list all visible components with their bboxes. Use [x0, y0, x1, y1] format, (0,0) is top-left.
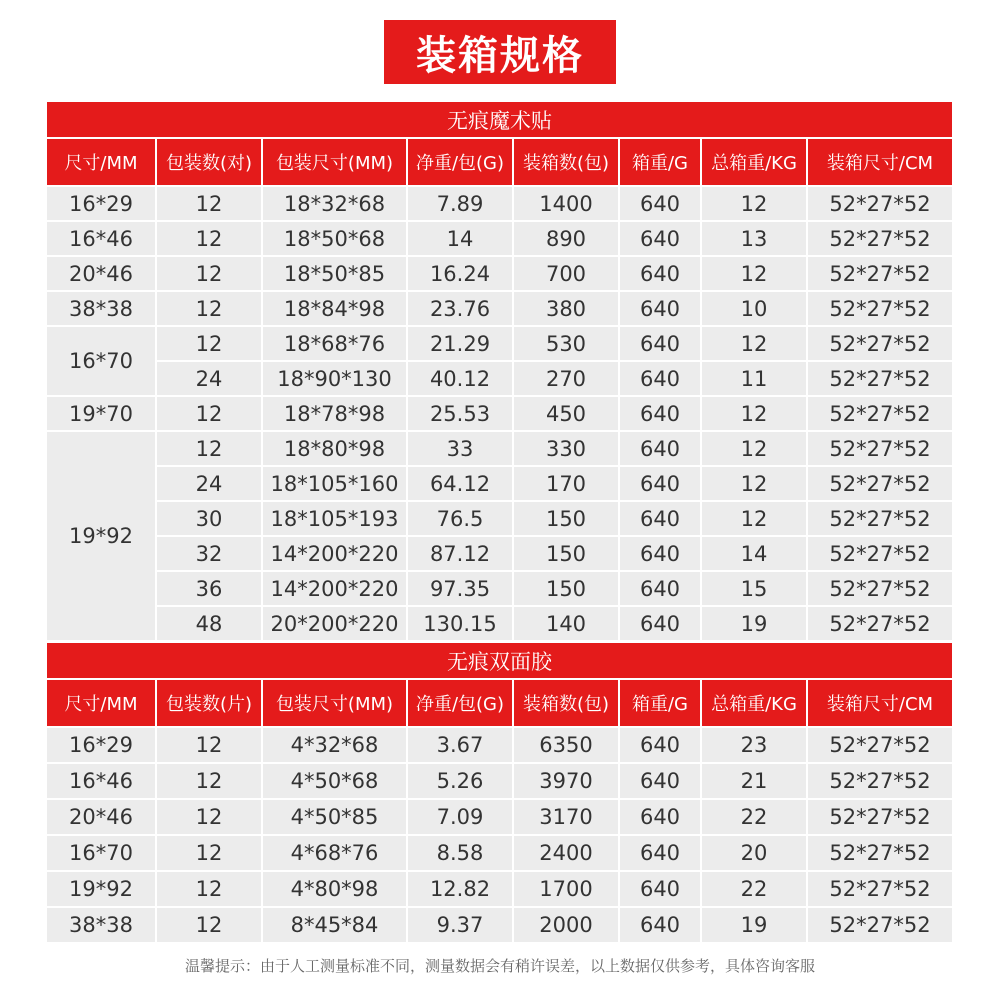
cell-box-count: 1700 [514, 872, 618, 906]
cell-pack-size: 18*80*98 [263, 432, 406, 465]
data-column [263, 187, 406, 642]
cell-pack-size: 18*90*130 [263, 362, 406, 395]
cell-box-size: 52*27*52 [808, 572, 952, 605]
cell-box-count: 890 [514, 222, 618, 255]
cell-box-size: 52*27*52 [808, 292, 952, 325]
data-column [157, 728, 261, 944]
cell-box-weight: 640 [620, 607, 700, 640]
cell-net-weight: 3.67 [408, 728, 512, 762]
cell-total-weight: 12 [702, 327, 806, 360]
cell-pack-count: 12 [157, 397, 261, 430]
cell-pack-size: 18*50*85 [263, 257, 406, 290]
cell-total-weight: 14 [702, 537, 806, 570]
cell-box-size: 52*27*52 [808, 397, 952, 430]
cell-total-weight: 12 [702, 502, 806, 535]
cell-total-weight: 13 [702, 222, 806, 255]
cell-pack-count: 12 [157, 432, 261, 465]
cell-box-weight: 640 [620, 257, 700, 290]
cell-pack-size: 18*78*98 [263, 397, 406, 430]
cell-box-size: 52*27*52 [808, 222, 952, 255]
cell-box-count: 150 [514, 502, 618, 535]
cell-size: 16*70 [47, 836, 155, 870]
cell-total-weight: 12 [702, 432, 806, 465]
cell-pack-count: 24 [157, 467, 261, 500]
data-column [157, 187, 261, 642]
cell-box-count: 150 [514, 537, 618, 570]
cell-box-count: 2400 [514, 836, 618, 870]
cell-pack-count: 48 [157, 607, 261, 640]
cell-total-weight: 19 [702, 908, 806, 942]
cell-box-count: 700 [514, 257, 618, 290]
cell-total-weight: 15 [702, 572, 806, 605]
cell-pack-size: 4*50*68 [263, 764, 406, 798]
table-header [47, 139, 952, 185]
cell-net-weight: 5.26 [408, 764, 512, 798]
column-header-pack-size: 包装尺寸(MM) [263, 680, 406, 726]
cell-box-size: 52*27*52 [808, 327, 952, 360]
cell-net-weight: 40.12 [408, 362, 512, 395]
cell-box-count: 530 [514, 327, 618, 360]
cell-total-weight: 12 [702, 397, 806, 430]
cell-box-weight: 640 [620, 187, 700, 220]
cell-pack-size: 18*68*76 [263, 327, 406, 360]
column-header-box-size: 装箱尺寸/CM [808, 680, 952, 726]
cell-box-size: 52*27*52 [808, 728, 952, 762]
column-header-box-count: 装箱数(包) [514, 680, 618, 726]
cell-box-weight: 640 [620, 362, 700, 395]
cell-pack-count: 12 [157, 257, 261, 290]
cell-pack-count: 36 [157, 572, 261, 605]
data-column [808, 728, 952, 944]
cell-box-weight: 640 [620, 572, 700, 605]
cell-box-count: 1400 [514, 187, 618, 220]
page-title: 装箱规格 [384, 20, 616, 84]
column-header-net-weight: 净重/包(G) [408, 139, 512, 185]
cell-size: 19*92 [47, 872, 155, 906]
cell-box-size: 52*27*52 [808, 432, 952, 465]
cell-total-weight: 23 [702, 728, 806, 762]
cell-total-weight: 10 [702, 292, 806, 325]
cell-box-weight: 640 [620, 908, 700, 942]
cell-size: 20*46 [47, 257, 155, 290]
cell-net-weight: 8.58 [408, 836, 512, 870]
cell-box-size: 52*27*52 [808, 362, 952, 395]
cell-total-weight: 12 [702, 187, 806, 220]
cell-box-count: 330 [514, 432, 618, 465]
cell-pack-size: 4*50*85 [263, 800, 406, 834]
cell-net-weight: 14 [408, 222, 512, 255]
column-header-total-weight: 总箱重/KG [702, 680, 806, 726]
table-body [47, 728, 952, 944]
data-column [620, 728, 700, 944]
table-header [47, 680, 952, 726]
cell-box-weight: 640 [620, 432, 700, 465]
cell-box-size: 52*27*52 [808, 764, 952, 798]
cell-pack-size: 18*32*68 [263, 187, 406, 220]
cell-pack-size: 20*200*220 [263, 607, 406, 640]
data-column [408, 187, 512, 642]
cell-box-count: 2000 [514, 908, 618, 942]
data-column [702, 187, 806, 642]
cell-box-weight: 640 [620, 800, 700, 834]
cell-box-weight: 640 [620, 537, 700, 570]
cell-total-weight: 12 [702, 467, 806, 500]
column-header-box-weight: 箱重/G [620, 139, 700, 185]
cell-box-size: 52*27*52 [808, 800, 952, 834]
cell-box-weight: 640 [620, 872, 700, 906]
column-header-pack-count: 包装数(对) [157, 139, 261, 185]
cell-box-weight: 640 [620, 836, 700, 870]
column-header-pack-count: 包装数(片) [157, 680, 261, 726]
column-header-box-count: 装箱数(包) [514, 139, 618, 185]
cell-box-weight: 640 [620, 327, 700, 360]
cell-box-weight: 640 [620, 502, 700, 535]
cell-pack-size: 18*84*98 [263, 292, 406, 325]
cell-pack-size: 4*80*98 [263, 872, 406, 906]
cell-pack-count: 12 [157, 187, 261, 220]
cell-pack-size: 4*32*68 [263, 728, 406, 762]
cell-pack-count: 12 [157, 800, 261, 834]
cell-pack-count: 12 [157, 728, 261, 762]
cell-size: 16*29 [47, 728, 155, 762]
cell-total-weight: 20 [702, 836, 806, 870]
cell-total-weight: 11 [702, 362, 806, 395]
cell-pack-size: 4*68*76 [263, 836, 406, 870]
cell-net-weight: 21.29 [408, 327, 512, 360]
cell-pack-count: 24 [157, 362, 261, 395]
cell-net-weight: 33 [408, 432, 512, 465]
cell-pack-count: 12 [157, 908, 261, 942]
column-header-net-weight: 净重/包(G) [408, 680, 512, 726]
cell-box-count: 150 [514, 572, 618, 605]
column-header-size: 尺寸/MM [47, 680, 155, 726]
cell-pack-count: 12 [157, 872, 261, 906]
cell-net-weight: 64.12 [408, 467, 512, 500]
cell-size: 16*70 [47, 327, 155, 395]
cell-net-weight: 130.15 [408, 607, 512, 640]
cell-size: 19*92 [47, 432, 155, 640]
cell-net-weight: 16.24 [408, 257, 512, 290]
cell-net-weight: 87.12 [408, 537, 512, 570]
data-column [408, 728, 512, 944]
footer-note: 温馨提示：由于人工测量标准不同，测量数据会有稍许误差，以上数据仅供参考，具体咨询客服 [184, 957, 815, 975]
cell-size: 38*38 [47, 908, 155, 942]
data-column [808, 187, 952, 642]
cell-net-weight: 97.35 [408, 572, 512, 605]
cell-box-weight: 640 [620, 292, 700, 325]
cell-box-count: 3970 [514, 764, 618, 798]
cell-size: 16*46 [47, 222, 155, 255]
column-header-total-weight: 总箱重/KG [702, 139, 806, 185]
cell-box-weight: 640 [620, 728, 700, 762]
section-title: 无痕魔术贴 [47, 102, 952, 137]
cell-net-weight: 9.37 [408, 908, 512, 942]
cell-net-weight: 76.5 [408, 502, 512, 535]
column-header-box-size: 装箱尺寸/CM [808, 139, 952, 185]
section-double-tape [47, 643, 952, 944]
cell-box-count: 6350 [514, 728, 618, 762]
data-column [514, 728, 618, 944]
cell-total-weight: 21 [702, 764, 806, 798]
cell-pack-count: 32 [157, 537, 261, 570]
cell-pack-size: 14*200*220 [263, 537, 406, 570]
cell-box-size: 52*27*52 [808, 607, 952, 640]
cell-total-weight: 19 [702, 607, 806, 640]
cell-size: 38*38 [47, 292, 155, 325]
cell-box-size: 52*27*52 [808, 187, 952, 220]
size-column [47, 728, 155, 944]
cell-box-weight: 640 [620, 222, 700, 255]
cell-box-count: 140 [514, 607, 618, 640]
cell-pack-size: 8*45*84 [263, 908, 406, 942]
cell-net-weight: 25.53 [408, 397, 512, 430]
cell-box-size: 52*27*52 [808, 537, 952, 570]
cell-pack-count: 12 [157, 292, 261, 325]
cell-box-count: 380 [514, 292, 618, 325]
cell-box-size: 52*27*52 [808, 908, 952, 942]
cell-pack-size: 18*50*68 [263, 222, 406, 255]
cell-box-count: 170 [514, 467, 618, 500]
section-title: 无痕双面胶 [47, 643, 952, 678]
data-column [263, 728, 406, 944]
cell-pack-size: 18*105*160 [263, 467, 406, 500]
cell-box-weight: 640 [620, 397, 700, 430]
cell-box-weight: 640 [620, 764, 700, 798]
cell-size: 16*29 [47, 187, 155, 220]
cell-net-weight: 23.76 [408, 292, 512, 325]
cell-total-weight: 12 [702, 257, 806, 290]
cell-pack-size: 14*200*220 [263, 572, 406, 605]
cell-box-count: 3170 [514, 800, 618, 834]
cell-net-weight: 7.89 [408, 187, 512, 220]
cell-size: 16*46 [47, 764, 155, 798]
size-column [47, 187, 155, 642]
cell-pack-count: 12 [157, 222, 261, 255]
data-column [702, 728, 806, 944]
data-column [514, 187, 618, 642]
cell-box-weight: 640 [620, 467, 700, 500]
cell-box-size: 52*27*52 [808, 836, 952, 870]
cell-box-size: 52*27*52 [808, 502, 952, 535]
cell-pack-count: 12 [157, 836, 261, 870]
column-header-pack-size: 包装尺寸(MM) [263, 139, 406, 185]
column-header-size: 尺寸/MM [47, 139, 155, 185]
cell-size: 20*46 [47, 800, 155, 834]
cell-pack-count: 12 [157, 327, 261, 360]
cell-box-size: 52*27*52 [808, 872, 952, 906]
cell-box-size: 52*27*52 [808, 467, 952, 500]
section-velcro [47, 102, 952, 642]
cell-net-weight: 12.82 [408, 872, 512, 906]
cell-pack-size: 18*105*193 [263, 502, 406, 535]
cell-net-weight: 7.09 [408, 800, 512, 834]
column-header-box-weight: 箱重/G [620, 680, 700, 726]
cell-box-size: 52*27*52 [808, 257, 952, 290]
cell-total-weight: 22 [702, 800, 806, 834]
cell-box-count: 450 [514, 397, 618, 430]
cell-pack-count: 30 [157, 502, 261, 535]
data-column [620, 187, 700, 642]
table-body [47, 187, 952, 642]
cell-pack-count: 12 [157, 764, 261, 798]
cell-box-count: 270 [514, 362, 618, 395]
cell-size: 19*70 [47, 397, 155, 430]
cell-total-weight: 22 [702, 872, 806, 906]
